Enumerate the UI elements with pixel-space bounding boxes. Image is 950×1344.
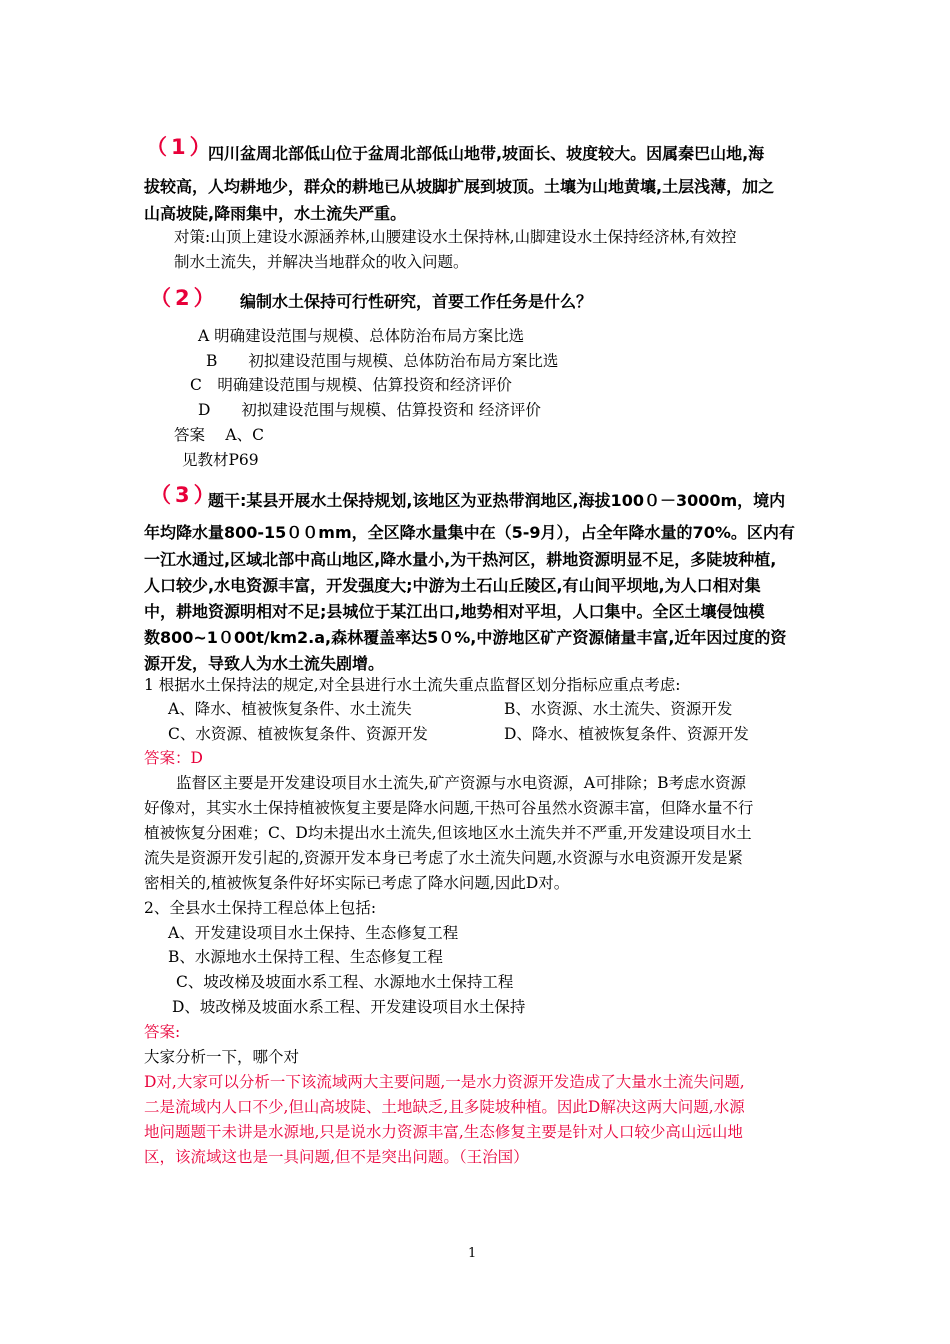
q3-sub2-option-c: C、坡改梯及坡面水系工程、水源地水土保持工程 — [176, 973, 514, 991]
q3-sub1-explanation-line-2: 好像对，其实水土保持植被恢复主要是降水问题,干热可谷虽然水资源丰富，但降水量不行 — [144, 799, 754, 817]
q2-number: （2） — [150, 286, 219, 310]
q1-answer-line-1: 对策:山顶上建设水源涵养林,山腰建设水土保持林,山脚建设水土保持经济林,有效控 — [174, 228, 737, 246]
q3-sub2-discuss: 大家分析一下，哪个对 — [144, 1048, 300, 1066]
page-number: 1 — [468, 1246, 477, 1261]
q3-sub1-explanation-line-1: 监督区主要是开发建设项目水土流失,矿产资源与水电资源，A可排除；B考虑水资源 — [176, 774, 747, 792]
q1-stem-line-2: 拔较高，人均耕地少，群众的耕地已从坡脚扩展到坡顶。土壤为山地黄壤,土层浅薄，加之 — [144, 177, 775, 196]
q3-stem-line-7: 源开发，导致人为水土流失剧增。 — [144, 654, 385, 673]
q3-sub1-explanation-line-5: 密相关的,植被恢复条件好坏实际已考虑了降水问题,因此D对。 — [144, 874, 570, 892]
q3-sub1-option-a: A、降水、植被恢复条件、水土流失 — [168, 700, 412, 718]
q3-stem-line-6: 数800~1０00t/km2.a,森林覆盖率达5０%,中游地区矿产资源储量丰富,近年因过度的资 — [144, 628, 787, 647]
q3-sub1-question: 1 根据水土保持法的规定,对全县进行水土流失重点监督区划分指标应重点考虑: — [144, 676, 681, 694]
q2-answer: 答案 A、C — [174, 426, 264, 444]
q2-reference: 见教材P69 — [182, 451, 259, 469]
q3-sub2-option-b: B、水源地水土保持工程、生态修复工程 — [168, 948, 443, 966]
q3-sub1-option-b: B、水资源、水土流失、资源开发 — [504, 700, 733, 718]
q3-sub1-explanation-line-3: 植被恢复分困难；C、D均未提出水土流失,但该地区水土流失并不严重,开发建设项目水土 — [144, 824, 752, 842]
q3-sub2-explanation-line-1: D对,大家可以分析一下该流域两大主要问题,一是水力资源开发造成了大量水土流失问题, — [144, 1073, 745, 1091]
q3-sub2-answer: 答案: — [144, 1023, 181, 1041]
q2-stem: 编制水土保持可行性研究，首要工作任务是什么？ — [240, 292, 593, 311]
q3-stem-line-1: 题干:某县开展水土保持规划,该地区为亚热带润地区,海拔100０－3000m，境内 — [208, 491, 786, 510]
q3-sub1-explanation-line-4: 流失是资源开发引起的,资源开发本身已考虑了水土流失问题,水资源与水电资源开发是紧 — [144, 849, 743, 867]
q3-stem-line-2: 年均降水量800-15００mm，全区降水量集中在（5-9月），占全年降水量的70%。区内有 — [144, 523, 795, 542]
q2-option-c: C 明确建设范围与规模、估算投资和经济评价 — [190, 376, 512, 394]
q1-number: （1） — [146, 135, 215, 159]
q3-sub2-explanation-line-3: 地问题题干未讲是水源地,只是说水力资源丰富,生态修复主要是针对人口较少高山远山地 — [144, 1123, 743, 1141]
q3-sub2-option-a: A、开发建设项目水土保持、生态修复工程 — [168, 924, 459, 942]
q3-sub1-option-d: D、降水、植被恢复条件、资源开发 — [504, 725, 749, 743]
q3-sub1-answer: 答案：D — [144, 749, 203, 767]
q2-option-d: D 初拟建设范围与规模、估算投资和 经济评价 — [198, 401, 541, 419]
q2-option-b: B 初拟建设范围与规模、总体防治布局方案比选 — [206, 352, 559, 370]
q3-stem-line-3: 一江水通过,区域北部中高山地区,降水量小,为干热河区，耕地资源明显不足，多陡坡种植, — [144, 550, 777, 569]
q3-stem-line-5: 中，耕地资源明相对不足;县城位于某江出口,地势相对平坦，人口集中。全区土壤侵蚀模 — [144, 602, 765, 621]
q3-number: （3） — [150, 483, 219, 507]
q1-answer-line-2: 制水土流失，并解决当地群众的收入问题。 — [174, 253, 469, 271]
q3-stem-line-4: 人口较少,水电资源丰富，开发强度大;中游为土石山丘陵区,有山间平坝地,为人口相对集 — [144, 576, 761, 595]
q3-sub1-option-c: C、水资源、植被恢复条件、资源开发 — [168, 725, 428, 743]
q1-stem-line-1: 四川盆周北部低山位于盆周北部低山地带,坡面长、坡度较大。因属秦巴山地,海 — [208, 144, 765, 163]
q3-sub2-question: 2、全县水土保持工程总体上包括: — [144, 899, 377, 917]
q3-sub2-explanation-line-4: 区，该流域这也是一具问题,但不是突出问题。（王治国） — [144, 1148, 529, 1166]
q2-option-a: A 明确建设范围与规模、总体防治布局方案比选 — [198, 327, 525, 345]
q3-sub2-explanation-line-2: 二是流域内人口不少,但山高坡陡、土地缺乏,且多陡坡种植。因此D解决这两大问题,水源 — [144, 1098, 745, 1116]
q1-stem-line-3: 山高坡陡,降雨集中，水土流失严重。 — [144, 204, 407, 223]
q3-sub2-option-d: D、坡改梯及坡面水系工程、开发建设项目水土保持 — [172, 998, 526, 1016]
